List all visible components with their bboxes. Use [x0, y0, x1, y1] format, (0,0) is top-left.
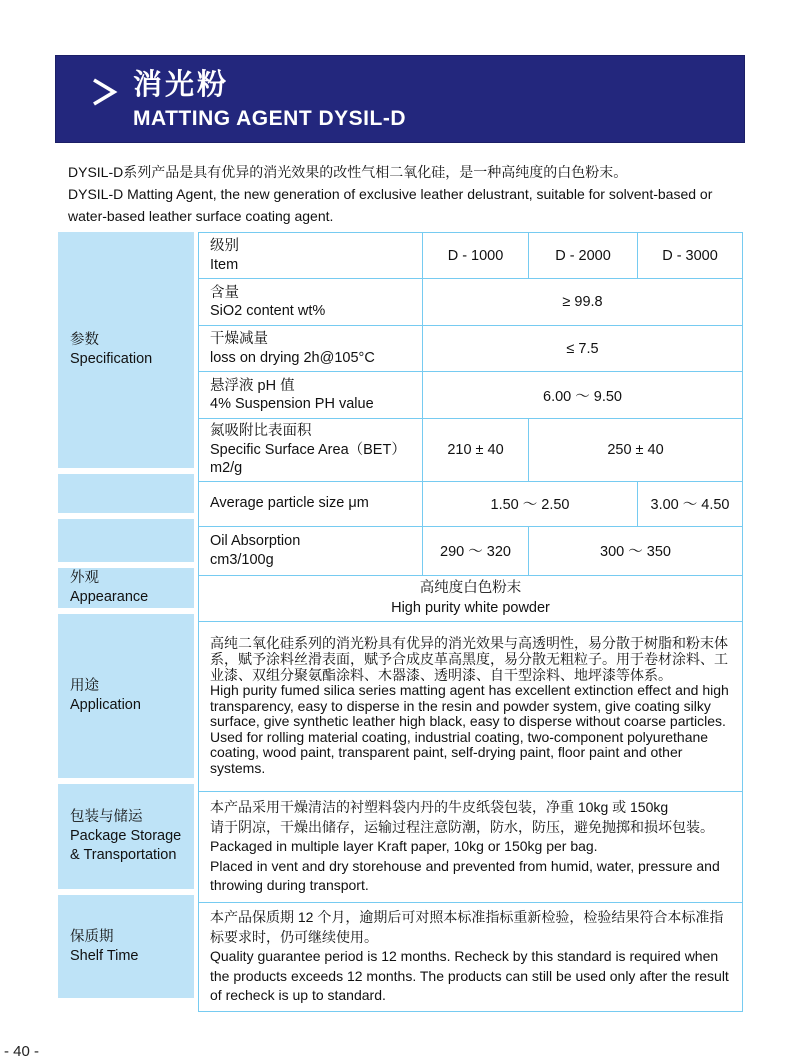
label-application-en: Application: [70, 697, 141, 713]
package-value-cn1: 本产品采用干燥清洁的衬塑料袋内丹的牛皮纸袋包装，净重 10kg 或 150kg: [210, 799, 669, 816]
label-appearance-en: Appearance: [70, 589, 149, 605]
label-cell-application: [58, 614, 194, 778]
oil-value-d2000-d3000: 300 ～ 350: [529, 526, 743, 575]
row-application: [199, 621, 743, 791]
product-title-cn: 消光粉: [133, 69, 230, 101]
label-package-en2: & Transportation: [70, 847, 177, 863]
package-value-en1: Packaged in multiple layer Kraft paper, 10kg or 150kg per bag.: [210, 838, 598, 855]
label-cell-blank-oil: [58, 519, 194, 562]
row-ph-value: [199, 372, 743, 419]
drying-desc-en: loss on drying 2h@105°C: [210, 349, 375, 366]
label-cell-appearance: [58, 568, 194, 608]
label-cell-shelf: [58, 895, 194, 998]
label-package-en1: Package Storage: [70, 828, 182, 844]
row-loss-on-drying: [199, 326, 743, 372]
spec-table: [58, 232, 742, 1004]
row-shelf-time: [199, 902, 743, 1011]
particle-desc-cell: Average particle size μm: [199, 481, 423, 526]
row-sio2-content: [199, 279, 743, 326]
label-application-cn: 用途: [70, 678, 99, 694]
label-specification-en: Specification: [70, 351, 153, 367]
bet-desc-cell: [199, 419, 423, 482]
appearance-value-en: High purity white powder: [391, 600, 550, 616]
table-label-column: [58, 232, 194, 1001]
ph-value-cell: 6.00 ～ 9.50: [423, 372, 743, 419]
oil-value-d1000: 290 ～ 320: [423, 526, 529, 575]
bet-desc-en: Specific Surface Area（BET）: [210, 441, 406, 458]
particle-value-d3000: 3.00 ～ 4.50: [638, 481, 743, 526]
row-particle-size: [199, 481, 743, 526]
oil-desc-cell: [199, 526, 423, 575]
row-oil-absorption: [199, 526, 743, 575]
item-desc-cn: 级别: [210, 238, 239, 254]
label-cell-blank-particle: [58, 474, 194, 513]
application-value-cn: 高纯二氧化硅系列的消光粉具有优异的消光效果与高透明性，易分散于树脂和粉末体系，赋予涂料丝滑表面，赋予合成皮革高黑度，易分散无粗粒子。用于卷材涂料、工业漆、双组分聚氨酯涂料、木器漆、透明漆、自干型涂料、地坪漆等体系。: [210, 635, 728, 683]
banner-titles: [133, 67, 406, 133]
chevron-right-icon: [89, 75, 119, 109]
label-specification-cn: 参数: [70, 332, 99, 348]
label-package-cn: 包装与储运: [70, 809, 143, 825]
label-cell-package: [58, 784, 194, 889]
grade-d3000-cell: D - 3000: [638, 233, 743, 279]
spec-content-table: [198, 232, 743, 1012]
grade-d1000-cell: D - 1000: [423, 233, 529, 279]
sio2-value-cell: ≥ 99.8: [423, 279, 743, 326]
sio2-desc-cell: [199, 279, 423, 326]
label-appearance-cn: 外观: [70, 570, 99, 586]
row-package-storage: [199, 791, 743, 902]
appearance-value-cn: 高纯度白色粉末: [419, 580, 522, 596]
page-number: - 40 -: [4, 1043, 40, 1057]
application-value-en: High purity fumed silica series matting agent has excellent extinction effect and high transparency, easy to disperse in the resin and powder system, give coating silky surface, give synthetic leather high black, easy to disperse without coarse particles. Used for rolling material coating, industrial coating, two-component polyurethane coating, wood paint, transparent paint, self-drying paint, floor paint and other systems.: [210, 682, 729, 777]
label-shelf-en: Shelf Time: [70, 947, 139, 964]
shelf-value-cn: 本产品保质期 12 个月，逾期后可对照本标准指标重新检验，检验结果符合本标准指标要求时，仍可继续使用。: [210, 909, 724, 945]
intro-text-cn: DYSIL-D系列产品是具有优异的消光效果的改性气相二氧化硅，是一种高纯度的白色粉末。: [68, 164, 628, 180]
particle-value-d1000-d2000: 1.50 ～ 2.50: [423, 481, 638, 526]
oil-desc-line1: Oil Absorption: [210, 533, 301, 549]
intro-text-en: DYSIL-D Matting Agent, the new generation of exclusive leather delustrant, suitable for solvent-based or water-based leather surface coating agent.: [68, 186, 713, 224]
shelf-value-en: Quality guarantee period is 12 months. Recheck by this standard is required when the products exceeds 12 months. The products can still be used only after the result of recheck is up to standard.: [210, 948, 729, 1004]
bet-value-d2000-d3000: 250 ± 40: [529, 419, 743, 482]
appearance-value-cell: [199, 575, 743, 621]
bet-desc-unit: m2/g: [210, 460, 243, 476]
grade-d2000-cell: D - 2000: [529, 233, 638, 279]
ph-desc-en: 4% Suspension PH value: [210, 396, 374, 412]
shelf-value-cell: [199, 902, 743, 1011]
label-cell-specification: [58, 232, 194, 468]
drying-desc-cell: [199, 326, 423, 372]
package-value-cn2: 请于阴凉，干燥出储存，运输过程注意防潮，防水，防压，避免抛掷和损坏包装。: [210, 818, 714, 835]
bet-value-d1000: 210 ± 40: [423, 419, 529, 482]
row-item: [199, 233, 743, 279]
product-title-en: MATTING AGENT DYSIL-D: [133, 107, 406, 130]
application-value-cell: [199, 621, 743, 791]
sio2-desc-en: SiO2 content wt%: [210, 303, 326, 319]
oil-desc-line2: cm3/100g: [210, 551, 274, 568]
package-value-cell: [199, 791, 743, 902]
ph-desc-cell: [199, 372, 423, 419]
drying-value-cell: ≤ 7.5: [423, 326, 743, 372]
row-appearance: [199, 575, 743, 621]
item-desc-en: Item: [210, 256, 239, 273]
row-surface-area: [199, 419, 743, 482]
intro-paragraph: [68, 161, 735, 227]
package-value-en2: Placed in vent and dry storehouse and prevented from humid, water, pressure and throwing during transport.: [210, 857, 720, 894]
item-desc-cell: [199, 233, 423, 279]
sio2-desc-cn: 含量: [210, 284, 239, 301]
page-title-banner: [55, 55, 745, 143]
label-shelf-cn: 保质期: [70, 928, 114, 945]
ph-desc-cn: 悬浮液 pH 值: [210, 377, 295, 394]
drying-desc-cn: 干燥减量: [210, 331, 268, 347]
bet-desc-cn: 氮吸附比表面积: [210, 423, 312, 439]
